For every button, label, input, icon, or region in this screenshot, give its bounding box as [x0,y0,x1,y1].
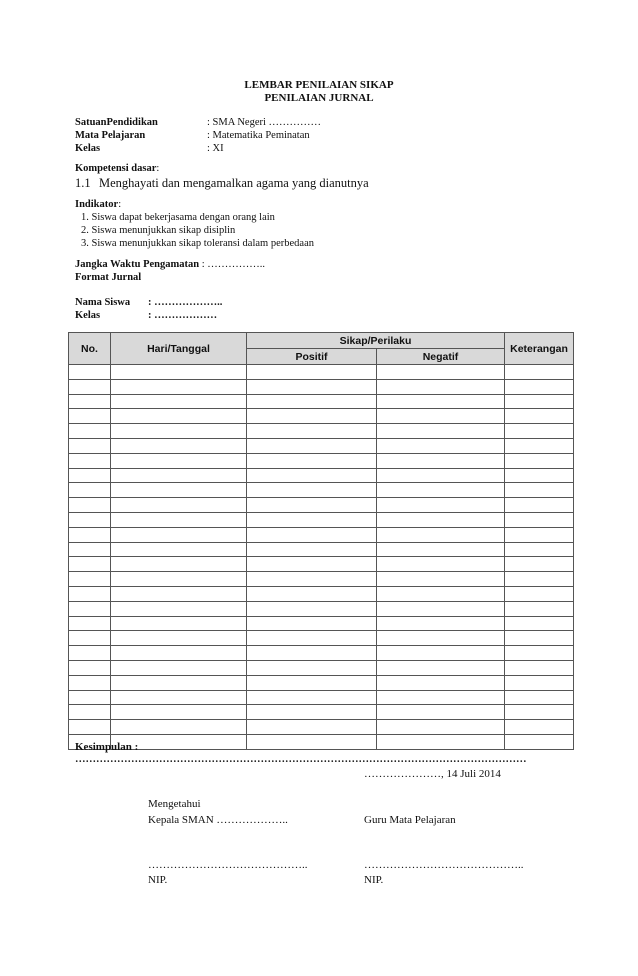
jangka-line [75,259,265,270]
cell-no[interactable] [69,453,111,468]
cell-positif[interactable] [247,557,377,572]
cell-no[interactable] [69,631,111,646]
cell-negatif[interactable] [377,586,505,601]
col-header-negatif: Negatif [377,349,505,365]
table-row [69,557,574,572]
nama-siswa-label: Nama Siswa [75,297,131,308]
table-row [69,601,574,616]
table-row [69,498,574,513]
indikator-colon: : [118,199,122,210]
cell-date[interactable] [111,424,247,439]
cell-positif[interactable] [247,675,377,690]
cell-positif[interactable] [247,631,377,646]
place-date: …………………, 14 Juli 2014 [364,768,501,780]
cell-negatif[interactable] [377,660,505,675]
cell-keterangan[interactable] [505,409,574,424]
cell-date[interactable] [111,512,247,527]
nama-siswa-value: : ……………….. [148,297,223,308]
cell-no[interactable] [69,572,111,587]
cell-positif[interactable] [247,453,377,468]
cell-keterangan[interactable] [505,453,574,468]
cell-positif[interactable] [247,720,377,735]
cell-negatif[interactable] [377,646,505,661]
col-header-sikap: Sikap/Perilaku [247,333,505,349]
cell-keterangan[interactable] [505,601,574,616]
cell-negatif[interactable] [377,572,505,587]
table-row [69,438,574,453]
indikator-item: 3. Siswa menunjukkan sikap toleransi dalam perbedaan [81,238,314,249]
table-row [69,527,574,542]
identity-label-kelas: Kelas [75,143,101,154]
cell-keterangan[interactable] [505,483,574,498]
table-row [69,365,574,380]
cell-date[interactable] [111,365,247,380]
kompetensi-text: Menghayati dan mengamalkan agama yang dianutnya [99,176,369,190]
cell-keterangan[interactable] [505,631,574,646]
table-row [69,512,574,527]
cell-negatif[interactable] [377,365,505,380]
table-row [69,660,574,675]
guru-mapel-label: Guru Mata Pelajaran [364,814,456,826]
col-header-positif: Positif [247,349,377,365]
cell-keterangan[interactable] [505,572,574,587]
cell-positif[interactable] [247,424,377,439]
cell-positif[interactable] [247,409,377,424]
cell-date[interactable] [111,601,247,616]
cell-no[interactable] [69,705,111,720]
cell-keterangan[interactable] [505,542,574,557]
cell-date[interactable] [111,557,247,572]
table-row [69,734,574,749]
cell-negatif[interactable] [377,690,505,705]
cell-positif[interactable] [247,705,377,720]
cell-positif[interactable] [247,572,377,587]
nip-right: NIP. [364,874,384,886]
cell-positif[interactable] [247,542,377,557]
cell-negatif[interactable] [377,616,505,631]
cell-date[interactable] [111,527,247,542]
cell-negatif[interactable] [377,453,505,468]
cell-keterangan[interactable] [505,557,574,572]
cell-no[interactable] [69,690,111,705]
cell-negatif[interactable] [377,438,505,453]
cell-no[interactable] [69,424,111,439]
cell-positif[interactable] [247,379,377,394]
cell-positif[interactable] [247,601,377,616]
cell-no[interactable] [69,542,111,557]
cell-positif[interactable] [247,438,377,453]
cell-no[interactable] [69,379,111,394]
cell-keterangan[interactable] [505,646,574,661]
cell-keterangan[interactable] [505,660,574,675]
cell-no[interactable] [69,527,111,542]
nip-left: NIP. [148,874,168,886]
indikator-item: 2. Siswa menunjukkan sikap disiplin [81,225,236,236]
jangka-label: Jangka Waktu Pengamatan [75,259,200,270]
cell-negatif[interactable] [377,394,505,409]
indikator-item: 1. Siswa dapat bekerjasama dengan orang lain [81,212,275,223]
table-row [69,616,574,631]
cell-no[interactable] [69,483,111,498]
document-title: LEMBAR PENILAIAN SIKAP [244,79,394,91]
identity-value-kelas: : XI [207,143,224,154]
table-row [69,483,574,498]
cell-negatif[interactable] [377,631,505,646]
cell-no[interactable] [69,557,111,572]
cell-no[interactable] [69,720,111,735]
cell-positif[interactable] [247,616,377,631]
table-row [69,394,574,409]
cell-negatif[interactable] [377,468,505,483]
table-row [69,409,574,424]
identity-value-satuan: : SMA Negeri …………… [207,117,322,128]
cell-keterangan[interactable] [505,424,574,439]
jangka-value: : …………….. [201,259,266,270]
cell-positif[interactable] [247,498,377,513]
cell-positif[interactable] [247,646,377,661]
kompetensi-label: Kompetensi dasar [75,163,157,174]
col-header-keterangan: Keterangan [505,333,574,365]
cell-negatif[interactable] [377,512,505,527]
table-row [69,631,574,646]
cell-negatif[interactable] [377,483,505,498]
cell-no[interactable] [69,646,111,661]
cell-no[interactable] [69,498,111,513]
cell-keterangan[interactable] [505,498,574,513]
cell-positif[interactable] [247,586,377,601]
kepala-sekolah-label: Kepala SMAN ……………….. [148,814,288,826]
kompetensi-heading [75,163,159,174]
cell-no[interactable] [69,394,111,409]
cell-negatif[interactable] [377,601,505,616]
cell-no[interactable] [69,675,111,690]
cell-keterangan[interactable] [505,468,574,483]
cell-no[interactable] [69,512,111,527]
cell-date[interactable] [111,453,247,468]
format-jurnal-label: Format Jurnal [75,272,142,283]
col-header-no: No. [69,333,111,365]
cell-keterangan[interactable] [505,512,574,527]
cell-negatif[interactable] [377,424,505,439]
cell-negatif[interactable] [377,675,505,690]
kelas-siswa-label: Kelas [75,310,101,321]
cell-date[interactable] [111,660,247,675]
cell-no[interactable] [69,365,111,380]
cell-date[interactable] [111,438,247,453]
cell-date[interactable] [111,379,247,394]
cell-no[interactable] [69,660,111,675]
col-header-date: Hari/Tanggal [111,333,247,365]
table-row [69,468,574,483]
table-row [69,424,574,439]
cell-date[interactable] [111,586,247,601]
identity-value-mapel: : Matematika Peminatan [207,130,310,141]
identity-label-satuan: SatuanPendidikan [75,117,158,128]
cell-keterangan[interactable] [505,586,574,601]
cell-keterangan[interactable] [505,365,574,380]
cell-positif[interactable] [247,734,377,749]
cell-date[interactable] [111,690,247,705]
journal-table-body [69,365,574,750]
cell-negatif[interactable] [377,557,505,572]
table-row [69,453,574,468]
cell-date[interactable] [111,394,247,409]
cell-negatif[interactable] [377,379,505,394]
indikator-label: Indikator [75,199,119,210]
cell-date[interactable] [111,468,247,483]
cell-no[interactable] [69,409,111,424]
cell-positif[interactable] [247,365,377,380]
signature-line-right: …………………………………….. [364,859,524,871]
cell-keterangan[interactable] [505,616,574,631]
kesimpulan-dots: ………………………………………………………………………………………………………………… [75,754,527,765]
cell-negatif[interactable] [377,527,505,542]
mengetahui-label: Mengetahui [148,798,201,810]
cell-keterangan[interactable] [505,720,574,735]
indikator-heading [75,199,121,210]
cell-positif[interactable] [247,468,377,483]
cell-date[interactable] [111,646,247,661]
cell-keterangan[interactable] [505,734,574,749]
cell-keterangan[interactable] [505,705,574,720]
cell-date[interactable] [111,483,247,498]
cell-negatif[interactable] [377,720,505,735]
cell-date[interactable] [111,616,247,631]
cell-negatif[interactable] [377,734,505,749]
cell-no[interactable] [69,616,111,631]
table-row [69,720,574,735]
cell-keterangan[interactable] [505,394,574,409]
cell-positif[interactable] [247,512,377,527]
cell-date[interactable] [111,705,247,720]
cell-negatif[interactable] [377,409,505,424]
cell-negatif[interactable] [377,498,505,513]
identity-label-mapel: Mata Pelajaran [75,130,146,141]
cell-date[interactable] [111,409,247,424]
cell-keterangan[interactable] [505,379,574,394]
cell-keterangan[interactable] [505,675,574,690]
cell-date[interactable] [111,631,247,646]
cell-no[interactable] [69,438,111,453]
table-row [69,572,574,587]
cell-no[interactable] [69,601,111,616]
cell-date[interactable] [111,720,247,735]
cell-positif[interactable] [247,527,377,542]
cell-positif[interactable] [247,660,377,675]
cell-date[interactable] [111,498,247,513]
table-row [69,379,574,394]
kelas-siswa-value: : ……………… [148,310,218,321]
table-row [69,690,574,705]
cell-date[interactable] [111,542,247,557]
cell-date[interactable] [111,675,247,690]
signature-line-left: …………………………………….. [148,859,308,871]
cell-positif[interactable] [247,394,377,409]
cell-positif[interactable] [247,690,377,705]
cell-keterangan[interactable] [505,438,574,453]
journal-table [68,332,574,750]
table-row [69,586,574,601]
kompetensi-colon: : [156,163,160,174]
kesimpulan-label: Kesimpulan : [75,741,139,753]
cell-positif[interactable] [247,483,377,498]
cell-negatif[interactable] [377,542,505,557]
kompetensi-number: 1.1 [75,176,91,190]
table-row [69,705,574,720]
cell-keterangan[interactable] [505,690,574,705]
cell-date[interactable] [111,572,247,587]
cell-no[interactable] [69,468,111,483]
table-row [69,646,574,661]
cell-negatif[interactable] [377,705,505,720]
cell-keterangan[interactable] [505,527,574,542]
table-row [69,675,574,690]
document-subtitle: PENILAIAN JURNAL [264,92,374,104]
cell-no[interactable] [69,586,111,601]
table-row [69,542,574,557]
